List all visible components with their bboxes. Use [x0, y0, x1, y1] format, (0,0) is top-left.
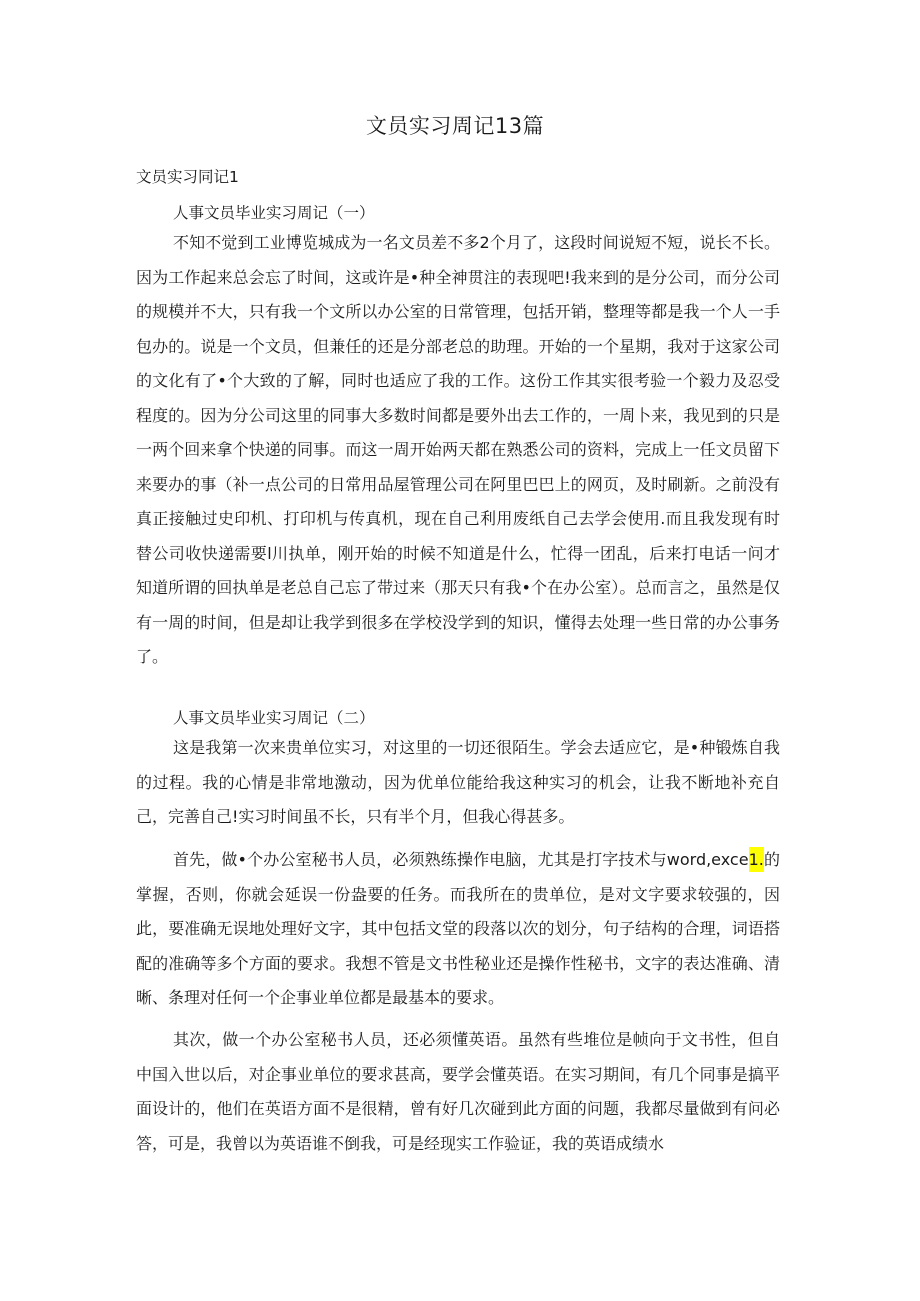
paragraph-intro: 这是我第一次来贵单位实习，对这里的一切还很陌生。学会去适应它，是•种锻炼自我的过程。我的心情是非常地激动，因为优单位能给我这种实习的机会，让我不断地补充自己，完善自己!实习时间虽不长，只有半个月，但我心得甚多。: [136, 738, 780, 826]
paragraph-first-point: [136, 843, 780, 1016]
highlighted-text: 1.: [749, 847, 764, 872]
section-heading-2: 人事文员毕业实习周记（二）: [173, 709, 375, 727]
paragraph-second-point: 其次，做一个办公室秘书人员，还必须懂英语。虽然有些堆位是帧向于文书性，但自中国入世以后，对企事业单位的要求甚高，要学会懂英语。在实习期间，有几个同事是搞平面设计的，他们在英语方面不是很精，曾有好几次碰到此方面的问题，我都尽量做到有问必答，可是，我曾以为英语谁不倒我，可是经现实工作验证，我的英语成绩水: [136, 1030, 780, 1153]
document-subtitle: 文员实习同记1: [136, 168, 239, 186]
section-heading-1: 人事文员毕业实习周记（一）: [173, 204, 375, 222]
paragraph-week-1: 不知不觉到工业博览城成为一名文员差不多2个月了，这段时间说短不短，说长不长。因为工作起来总会忘了时间，这或许是•种全神贯注的表现吧!我来到的是分公司，而分公司的规模并不大，只有我一个文所以办公室的日常管理，包括开销，整理等都是我一个人一手包办的。说是一个文员，但兼任的还是分部老总的助理。开始的一个星期，我对于这家公司的文化有了•个大致的了解，同时也适应了我的工作。这份工作其实很考验一个毅力及忍受程度的。因为分公司这里的同事大多数时间都是要外出去工作的，一周卜来，我见到的只是一两个回来拿个快递的同事。而这一周开始两天都在熟悉公司的资料，完成上一任文员留下来要办的事（补一点公司的日常用品屋管理公司在阿里巴巴上的网页，及时刷新。之前没有真正接触过史印机、打印机与传真机，现在自己利用废纸自己去学会使用.而且我发现有时替公司收快递需要l川执单，刚开始的时候不知道是什么，忙得一团乱，后来打电话一问才知道所谓的回执单是老总自己忘了带过来（那天只有我•个在办公室）。总而言之，虽然是仅有一周的时间，但是却让我学到很多在学校没学到的知识，懂得去处理一些日常的办公事务了。: [136, 233, 780, 666]
paragraph-first-point-text-b: 的掌握，否则，你就会延误一份盎要的任务。而我所在的贵单位，是对文字要求较强的，因此，要准确无误地处理好文字，其中包括文堂的段落以次的划分，句子结构的合理，词语搭配的准确等多个方面的要求。我想不管是文书性秘业还是操作性秘书，文字的表达准确、清晰、条理对任何一个企事业单位都是最基本的要求。: [136, 850, 780, 1007]
paragraph-first-point-text-a: 首先，做•个办公室秘书人员，必须熟练操作电脑，尤其是打字技术与word,exce: [173, 850, 749, 869]
document-title: 文员实习周记13篇: [365, 114, 545, 138]
